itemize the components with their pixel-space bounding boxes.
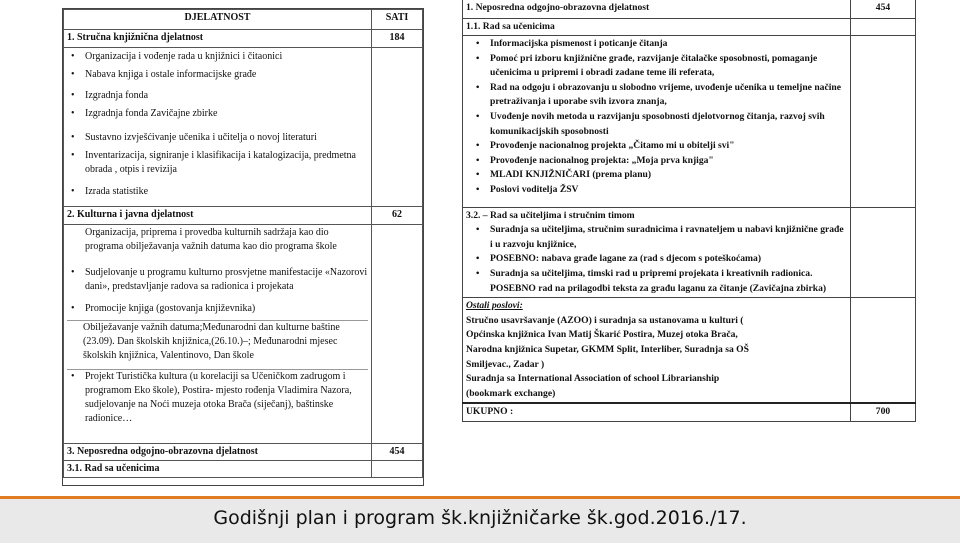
section-3-title: 3. Neposredna odgojno-obrazovna djelatnost [64,444,372,461]
section-1-hours: 184 [372,30,423,48]
section-2-hours: 62 [372,207,423,225]
other-tasks-title: Ostali poslovi: [466,300,523,312]
list-item: • Projekt Turistička kultura (u korelaciji sa Učeničkom zadrugom i programom Eko škole), Postira- mjesto rođenja Vladimira Nazora, sudjelovanje na Noći muzeja otoka Brača (siječanj), baštinske radionice… [81,370,368,442]
list-item: • Inventarizacija, signiranje i klasifikacija i katalogizacija, predmetna obrada , otpis i revizija [81,149,368,185]
list-item: • Poslovi voditelja ŽSV [486,183,847,206]
other-line: (bookmark exchange) [466,387,556,399]
footer-caption: Godišnji plan i program šk.knjižničarke šk.god.2016./17. [213,507,747,529]
list-item: • Sustavno izvješćivanje učenika i učitelja o novoj literaturi [81,131,368,149]
list-item: • Izgradnja fonda [81,89,368,107]
list-item: • Suradnja sa učiteljima, stručnim suradnicima i ravnateljem u nabavi knjižnične građe i u razvoju knjižnice, [486,223,847,252]
list-item: • Provođenje nacionalnog projekta „Čitamo mi u obitelji svi" [486,139,847,154]
right-other-tasks [463,298,851,404]
list-item: • Sudjelovanje u programu kulturno prosvjetne manifestacije «Nazorovi dani», predstavljanje radova sa radionica i projekata [81,266,368,302]
list-item: • Izrada statistike [81,185,368,205]
total-label: UKUPNO : [463,403,851,421]
right-document-table [462,0,916,490]
other-line: Smiljevac., Zadar ) [466,358,545,370]
section-2-note: Obilježavanje važnih datuma;Međunarodni dan kulturne baštine (23.09). Dan školskih knjižnica,(26.10.)–; Međunarodni mjesec školskih knjižnica, Valentinovo, Dan škole [67,320,368,369]
total-value: 700 [851,403,916,421]
list-item: • Uvođenje novih metoda u razvijanju sposobnosti djelotvornog čitanja, razvoj svih komunikacijskih sposobnosti [486,110,847,139]
list-item: • POSEBNO: nabava građe lagane za (rad s djecom s poteškoćama) [486,252,847,267]
left-document-table [62,8,424,486]
column-header-activity: DJELATNOST [64,10,372,30]
section-2-content [64,225,372,444]
section-3-1-title: 3.1. Rad sa učenicima [64,461,372,478]
list-item: • Rad na odgoju i obrazovanju u slobodno vrijeme, uvođenje učenika u temeljne načine pretraživanja i uporabe svih izvora znanja, [486,81,847,110]
other-line: Suradnja sa International Association of school Librarianship [466,373,720,385]
list-item: • Pomoć pri izboru knjižnične građe, razvijanje čitalačke sposobnosti, pomaganje učenicima u pripremi i obradi zadane teme ili referata, [486,52,847,81]
right-section-1-1-title: 1.1. Rad sa učenicima [463,18,851,36]
section-2-title: 2. Kulturna i javna djelatnost [64,207,372,225]
list-item: • Organizacija i vođenje rada u knjižnici i čitaonici [81,50,368,68]
right-section-3-2 [463,207,851,298]
right-section-1-hours: 454 [851,0,916,18]
list-item: • Provođenje nacionalnog projekta: „Moja prva knjiga" [486,154,847,169]
list-item: • MLADI KNJIŽNIČARI (prema planu) [486,168,847,183]
section-1-title: 1. Stručna knjižnična djelatnost [64,30,372,48]
right-section-3-2-title: 3.2. – Rad sa učiteljima i stručnim timom [466,209,635,221]
list-item: • Promocije knjiga (gostovanja književnika) [81,302,368,320]
section-1-items [64,48,372,207]
slide-footer [0,496,960,543]
other-line: Općinska knjižnica Ivan Matij Škarić Postira, Muzej otoka Brača, [466,329,738,341]
list-item: • Nabava knjiga i ostale informacijske građe [81,68,368,89]
other-line: Stručno usavršavanje (AZOO) i suradnja sa ustanovama u kulturi ( [466,314,744,326]
right-section-1-title: 1. Neposredna odgojno-obrazovna djelatnost [463,0,851,18]
list-item: • Suradnja sa učiteljima, timski rad u pripremi projekata i kreativnih radionica. POSEBNO rad na prilagodbi teksta za građu laganu za čitanje (Zavičajna zbirka) [486,267,847,296]
other-line: Narodna knjižnica Supetar, GKMM Split, Interliber, Suradnja sa OŠ [466,343,749,355]
section-3-hours: 454 [372,444,423,461]
section-2-intro: Organizacija, priprema i provedba kulturnih sadržaja kao dio programa obilježavanja važnih datuma kao dio programa škole [85,227,337,252]
list-item: • Izgradnja fonda Zavičajne zbirke [81,107,368,131]
list-item: • Informacijska pismenost i poticanje čitanja [486,37,847,52]
column-header-hours: SATI [372,10,423,30]
right-section-1-1-items [463,36,851,208]
